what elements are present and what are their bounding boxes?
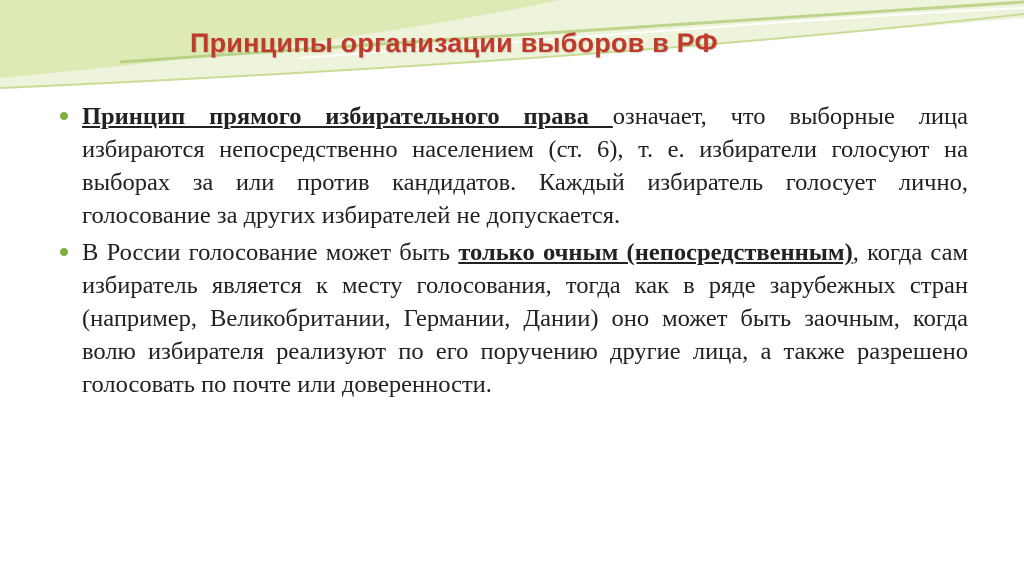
bullet-term: Принцип прямого избирательного права xyxy=(82,103,613,130)
bullet-item xyxy=(58,236,968,401)
bullet-icon xyxy=(60,248,68,256)
bullet-term: только очным (непосредственным) xyxy=(458,239,853,266)
bullet-lead: В России голосование может быть xyxy=(82,239,459,266)
bullet-text: означает, что выборные лица избираются непосредственно населением (ст. 6), т. е. избиратели голосуют на выборах за или против кандидатов. Каждый избиратель голосует лично, голосование за других избирателей не допускается. xyxy=(82,103,968,229)
bullet-item xyxy=(58,100,968,232)
slide-body xyxy=(58,100,968,405)
slide-title: Принципы организации выборов в РФ xyxy=(190,28,718,58)
bullet-icon xyxy=(60,112,68,120)
bullet-text: , когда сам избиратель является к месту голосования, тогда как в ряде зарубежных стран (например, Великобритании, Германии, Дании) оно может быть заочным, когда волю избирателя реализуют по его поручению другие лица, а также разрешено голосовать по почте или доверенности. xyxy=(82,239,968,398)
